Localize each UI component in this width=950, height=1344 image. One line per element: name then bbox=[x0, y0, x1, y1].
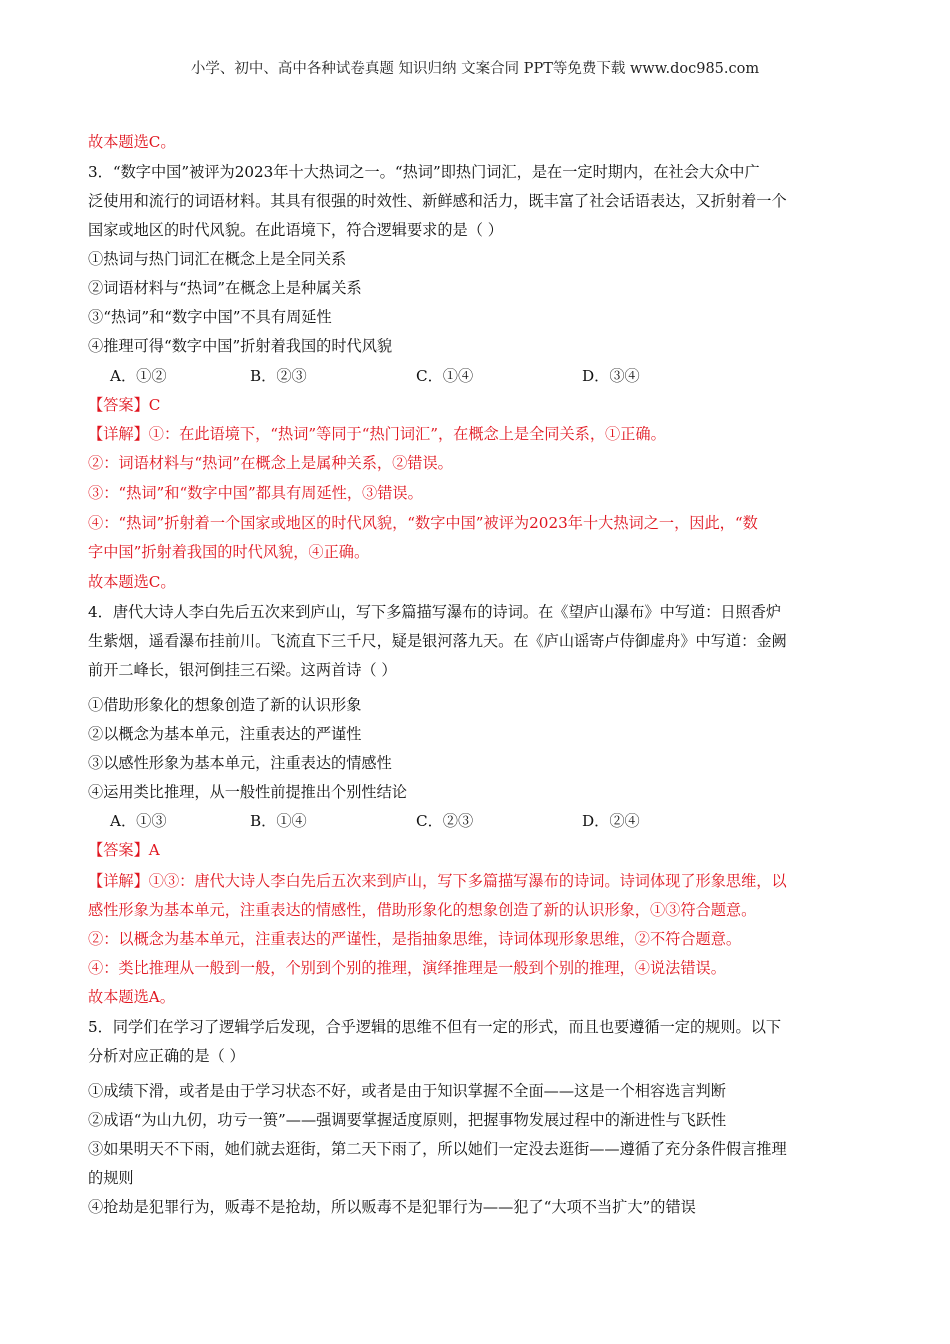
q4-item: ④运用类比推理，从一般性前提推出个别性结论 bbox=[88, 783, 407, 801]
q5-stem-line: 分析对应正确的是（ ） bbox=[88, 1047, 245, 1065]
q4-item: ②以概念为基本单元，注重表达的严谨性 bbox=[88, 725, 362, 743]
q4-option-b: B．①④ bbox=[250, 812, 307, 830]
page-header: 小学、初中、高中各种试卷真题 知识归纳 文案合同 PPT等免费下载 www.doc985.com bbox=[190, 61, 760, 77]
q3-item: ④推理可得“数字中国”折射着我国的时代风貌 bbox=[88, 337, 393, 355]
q5-item: ①成绩下滑，或者是由于学习状态不好，或者是由于知识掌握不全面——这是一个相容选言判断 bbox=[88, 1082, 726, 1100]
q3-stem-line: 3．“数字中国”被评为2023年十大热词之一。“热词”即热门词汇，是在一定时期内，在社会大众中广 bbox=[88, 163, 760, 181]
q4-stem-line: 生紫烟，遥看瀑布挂前川。飞流直下三千尺，疑是银河落九天。在《庐山谣寄卢侍御虚舟》中写道：金阙 bbox=[88, 632, 787, 650]
q4-stem-line: 前开二峰长，银河倒挂三石梁。这两首诗（ ） bbox=[88, 661, 397, 679]
q4-item: ①借助形象化的想象创造了新的认识形象 bbox=[88, 696, 362, 714]
q5-item: ②成语“为山九仞，功亏一篑”——强调要掌握适度原则，把握事物发展过程中的渐进性与飞跃性 bbox=[88, 1111, 727, 1129]
previous-conclusion: 故本题选C。 bbox=[88, 133, 176, 151]
q3-explanation-line: ④：“热词”折射着一个国家或地区的时代风貌，“数字中国”被评为2023年十大热词之一，因此，“数 bbox=[88, 514, 758, 532]
q3-explanation-line: 【详解】①：在此语境下，“热词”等同于“热门词汇”，在概念上是全同关系，①正确。 bbox=[88, 425, 666, 443]
q4-explanation-line: 感性形象为基本单元，注重表达的情感性，借助形象化的想象创造了新的认识形象，①③符合题意。 bbox=[88, 901, 757, 919]
q4-item: ③以感性形象为基本单元，注重表达的情感性 bbox=[88, 754, 392, 772]
q4-option-d: D．②④ bbox=[582, 812, 640, 830]
q3-item: ①热词与热门词汇在概念上是全同关系 bbox=[88, 250, 347, 268]
q3-option-a: A．①② bbox=[110, 367, 167, 385]
q3-explanation-line: 字中国”折射着我国的时代风貌，④正确。 bbox=[88, 543, 370, 561]
q3-item: ③“热词”和“数字中国”不具有周延性 bbox=[88, 308, 332, 326]
q5-item: ④抢劫是犯罪行为，贩毒不是抢劫，所以贩毒不是犯罪行为——犯了“大项不当扩大”的错误 bbox=[88, 1198, 696, 1216]
q3-stem-line: 国家或地区的时代风貌。在此语境下，符合逻辑要求的是（ ） bbox=[88, 221, 503, 239]
q3-answer: 【答案】C bbox=[88, 396, 161, 414]
q3-explanation-line: ③：“热词”和“数字中国”都具有周延性，③错误。 bbox=[88, 484, 423, 502]
q3-stem-line: 泛使用和流行的词语材料。其具有很强的时效性、新鲜感和活力，既丰富了社会话语表达，又折射着一个 bbox=[88, 192, 787, 210]
q3-explanation-line: ②：词语材料与“热词”在概念上是属种关系，②错误。 bbox=[88, 454, 453, 472]
q4-stem-line: 4．唐代大诗人李白先后五次来到庐山，写下多篇描写瀑布的诗词。在《望庐山瀑布》中写道：日照香炉 bbox=[88, 603, 782, 621]
q5-item: 的规则 bbox=[88, 1169, 134, 1187]
q4-explanation-line: ②：以概念为基本单元，注重表达的严谨性，是指抽象思维，诗词体现形象思维，②不符合题意。 bbox=[88, 930, 742, 948]
q4-conclusion: 故本题选A。 bbox=[88, 988, 175, 1006]
q4-option-a: A．①③ bbox=[110, 812, 167, 830]
q3-conclusion: 故本题选C。 bbox=[88, 573, 176, 591]
q3-option-d: D．③④ bbox=[582, 367, 640, 385]
q5-item: ③如果明天不下雨，她们就去逛街，第二天下雨了，所以她们一定没去逛街——遵循了充分条件假言推理 bbox=[88, 1140, 787, 1158]
q3-option-c: C．①④ bbox=[416, 367, 474, 385]
q4-explanation-line: 【详解】①③：唐代大诗人李白先后五次来到庐山，写下多篇描写瀑布的诗词。诗词体现了形象思维，以 bbox=[88, 872, 787, 890]
q3-item: ②词语材料与“热词”在概念上是种属关系 bbox=[88, 279, 362, 297]
q5-stem-line: 5．同学们在学习了逻辑学后发现，合乎逻辑的思维不但有一定的形式，而且也要遵循一定的规则。以下 bbox=[88, 1018, 782, 1036]
q4-answer: 【答案】A bbox=[88, 841, 160, 859]
q4-explanation-line: ④：类比推理从一般到一般，个别到个别的推理，演绎推理是一般到个别的推理，④说法错误。 bbox=[88, 959, 726, 977]
q4-option-c: C．②③ bbox=[416, 812, 474, 830]
q3-option-b: B．②③ bbox=[250, 367, 307, 385]
